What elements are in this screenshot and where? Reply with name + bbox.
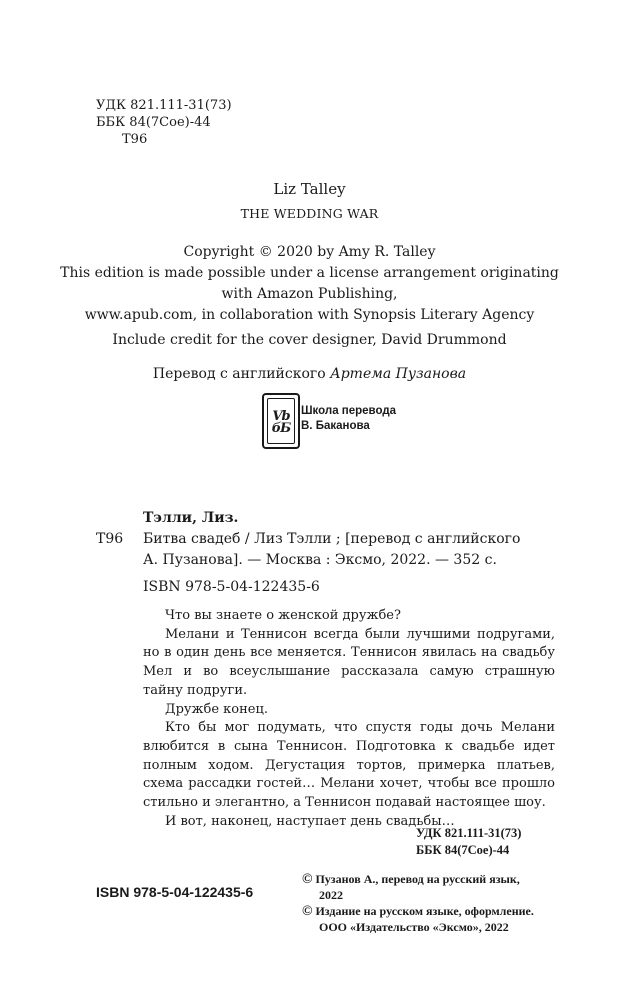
copyright-edition-text: Издание на русском языке, оформление. — [315, 904, 534, 918]
translator-name: Артема Пузанова — [330, 366, 467, 382]
copyright-symbol-2: © — [302, 904, 313, 919]
copyright-line-2: This edition is made possible under a license arrangement originating — [60, 265, 559, 281]
logo-monogram — [268, 411, 294, 435]
annotation — [143, 607, 555, 831]
annotation-paragraph-2: Мелани и Теннисон всегда были лучшими подругами, но в один день все меняется. Теннисон явилась на свадьбу Мел и во всеуслышание рассказала самую страшную тайну подруги. — [143, 626, 555, 698]
logo-frame — [267, 398, 295, 444]
annotation-paragraph-1: Что вы знаете о женской дружбе? — [165, 608, 401, 623]
bottom-bbk-code: ББК 84(7Сое)-44 — [416, 843, 510, 857]
original-title: THE WEDDING WAR — [240, 206, 379, 221]
copyright-translation-year: 2022 — [319, 888, 343, 902]
copyright-line-4: www.apub.com, in collaboration with Synopsis Literary Agency — [84, 307, 535, 323]
copyright-line-3: with Amazon Publishing, — [221, 286, 398, 302]
logo-line-2: В. Баканова — [301, 420, 370, 432]
bib-isbn: ISBN 978-5-04-122435-6 — [143, 579, 320, 595]
annotation-paragraph-4: Кто бы мог подумать, что спустя годы дочь Мелани влюбится в сына Теннисон. Подготовка к свадьбе идет полным ходом. Дегустация тортов, примерка платьев, схема рассадки гостей… Мелани хочет, чтобы все прошло стильно и элегантно, а Теннисон подавай настоящее шоу. — [143, 720, 555, 811]
translation-school-logo — [262, 393, 300, 449]
copyright-translation-text: Пузанов А., перевод на русский язык, — [315, 872, 520, 886]
bib-mark: Т96 — [96, 531, 124, 547]
copyright-translation — [302, 871, 520, 888]
logo-monogram-bottom: бБ — [271, 421, 291, 436]
annotation-paragraph-3: Дружбе конец. — [165, 701, 268, 717]
bib-line-1: Битва свадеб / Лиз Тэлли ; [перевод с английского — [143, 531, 521, 547]
copyright-publisher: ООО «Издательство «Эксмо», 2022 — [319, 920, 509, 934]
copyright-line-1: Copyright © 2020 by Amy R. Talley — [183, 244, 436, 260]
logo-monogram-top: Vb — [272, 409, 290, 424]
translation-credit — [0, 364, 619, 385]
copyright-symbol-1: © — [302, 872, 313, 887]
author-mark: Т96 — [122, 132, 148, 147]
logo-line-1: Школа перевода — [301, 405, 397, 417]
copyright-edition — [302, 903, 534, 920]
isbn-bottom: ISBN 978-5-04-122435-6 — [96, 884, 254, 900]
cover-credit: Include credit for the cover designer, David Drummond — [112, 332, 507, 348]
logo-caption — [301, 404, 396, 434]
original-author: Liz Talley — [273, 180, 346, 198]
udk-code: УДК 821.111-31(73) — [96, 98, 232, 113]
annotation-paragraph-5: И вот, наконец, наступает день свадьбы… — [165, 813, 455, 829]
bottom-udk-code: УДК 821.111-31(73) — [416, 826, 522, 840]
bbk-code: ББК 84(7Сое)-44 — [96, 115, 211, 130]
translation-prefix: Перевод с английского — [152, 366, 331, 382]
bib-line-2: А. Пузанова]. — Москва : Эксмо, 2022. — 352 с. — [143, 552, 497, 568]
bib-heading: Тэлли, Лиз. — [143, 510, 239, 526]
